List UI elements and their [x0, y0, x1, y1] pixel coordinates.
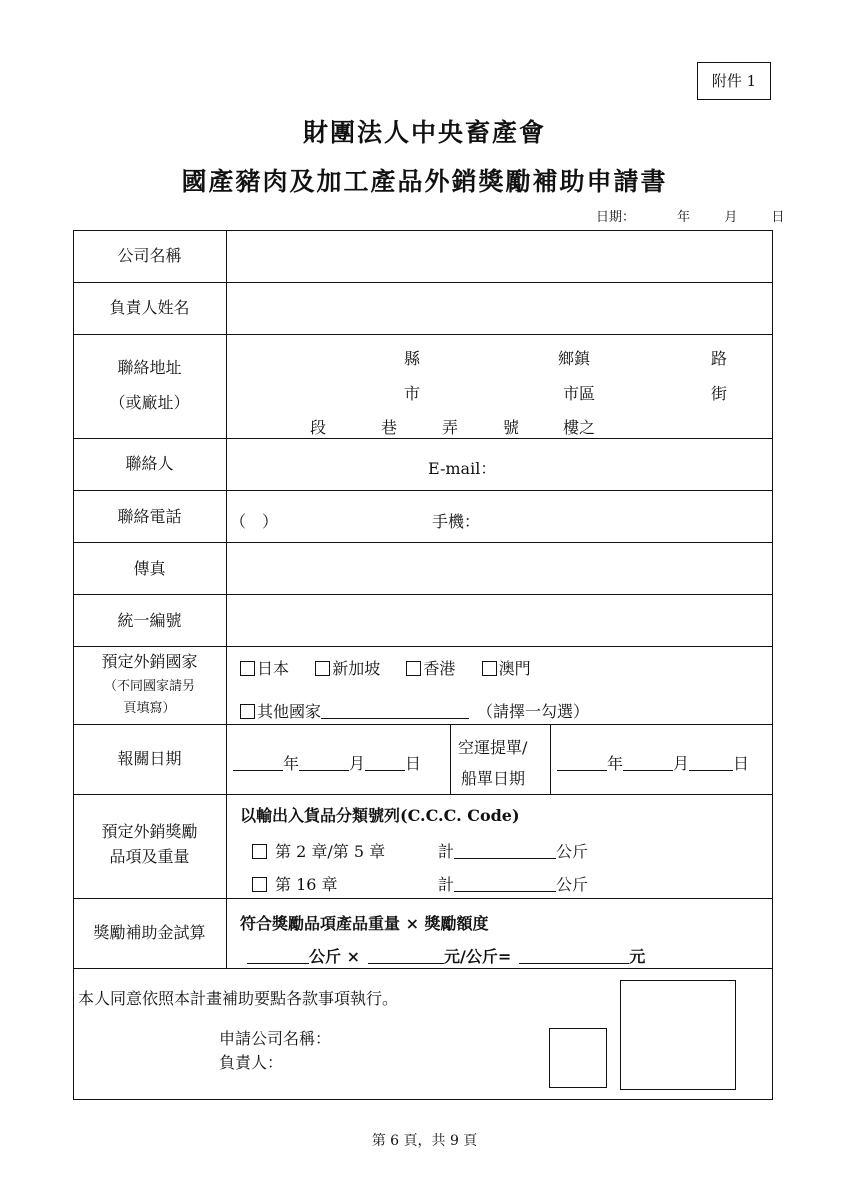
export-country-note-2: 頁填寫） [123, 701, 176, 716]
contact-person-label: 聯絡人 [125, 454, 174, 473]
export-country-note-1: （不同國家請另 [103, 679, 195, 694]
customs-month-unit: 月 [349, 754, 366, 773]
attachment-label: 附件 1 [697, 62, 771, 100]
calc-label: 計 [438, 842, 455, 861]
address-number: 號 [503, 418, 520, 437]
bill-day-blank[interactable] [689, 754, 733, 771]
yuan-unit: 元 [629, 947, 646, 966]
customs-year-unit: 年 [283, 754, 300, 773]
customs-date-row [233, 751, 421, 774]
customs-month-blank[interactable] [299, 754, 349, 771]
singapore-checkbox[interactable] [315, 661, 330, 676]
page-number: 第 6 頁，共 9 頁 [371, 1133, 478, 1149]
bill-month-blank[interactable] [623, 754, 673, 771]
address-street: 街 [711, 384, 728, 403]
bill-year-unit: 年 [607, 754, 624, 773]
kg-unit: 公斤 [556, 842, 589, 861]
export-country-label: 預定外銷國家 [101, 652, 198, 671]
applicant-company-label: 申請公司名稱： [219, 1029, 332, 1048]
bill-year-blank[interactable] [557, 754, 607, 771]
product-label-1: 預定外銷獎勵 [101, 822, 198, 841]
company-seal-box[interactable] [620, 980, 736, 1090]
customs-day-blank[interactable] [365, 754, 405, 771]
customs-day-unit: 日 [405, 754, 422, 773]
date-day: 日 [771, 210, 785, 225]
chapter-2-5-label: 第 2 章/第 5 章 [275, 842, 386, 861]
chapter-16-weight-blank[interactable] [454, 875, 556, 892]
calculation-heading: 符合獎勵品項產品重量 × 獎勵額度 [240, 914, 489, 933]
choose-one-note: （請擇一勾選） [477, 702, 590, 721]
chapter-16-row [252, 872, 338, 895]
hongkong-checkbox[interactable] [406, 661, 421, 676]
macau-label: 澳門 [498, 659, 531, 678]
chapter-2-5-checkbox[interactable] [252, 844, 267, 859]
date-year: 年 [677, 210, 691, 225]
date-line [596, 206, 784, 225]
chapter-2-5-weight [438, 839, 588, 862]
bill-date-row [557, 751, 749, 774]
owner-name-label: 負責人姓名 [109, 298, 190, 317]
tax-id-label: 統一編號 [117, 611, 182, 630]
address-section: 段 [310, 418, 327, 437]
date-label: 日期： [596, 210, 636, 225]
amount-label: 獎勵補助金試算 [93, 923, 206, 942]
product-label-2: 品項及重量 [109, 847, 190, 866]
company-name-label: 公司名稱 [117, 246, 182, 265]
fax-label: 傳真 [133, 559, 166, 578]
chapter-2-5-row [252, 839, 385, 862]
chapter-16-checkbox[interactable] [252, 877, 267, 892]
email-label: E-mail： [428, 459, 497, 478]
macau-checkbox[interactable] [482, 661, 497, 676]
rate-blank[interactable] [368, 947, 444, 964]
singapore-label: 新加坡 [332, 659, 381, 678]
address-city: 市 [404, 384, 421, 403]
chapter-16-weight [438, 872, 588, 895]
country-options-row [240, 656, 531, 679]
other-country-checkbox[interactable] [240, 704, 255, 719]
hongkong-label: 香港 [423, 659, 456, 678]
chapter-16-label: 第 16 章 [275, 875, 338, 894]
owner-name-field[interactable] [228, 284, 771, 333]
owner-label: 負責人： [219, 1053, 284, 1072]
address-lane: 巷 [381, 418, 398, 437]
address-county: 縣 [404, 349, 421, 368]
organization-name: 財團法人中央畜產會 [302, 118, 546, 147]
phone-area-code: （ ） [230, 512, 279, 531]
japan-label: 日本 [257, 659, 290, 678]
product-heading: 以輸出入貨品分類號列(C.C.C. Code) [240, 806, 520, 825]
other-country-row [240, 699, 589, 722]
other-country-blank[interactable] [321, 702, 469, 719]
bill-label-1: 空運提單/ [458, 738, 528, 757]
weight-blank[interactable] [247, 947, 309, 964]
other-country-label: 其他國家 [257, 702, 322, 721]
address-label: 聯絡地址 [117, 358, 182, 377]
kg-unit: 公斤 [556, 875, 589, 894]
form-title: 國產豬肉及加工產品外銷獎勵補助申請書 [181, 167, 668, 196]
company-name-field[interactable] [228, 232, 771, 281]
address-district: 市區 [563, 384, 596, 403]
total-blank[interactable] [519, 947, 629, 964]
address-floor: 樓之 [563, 418, 596, 437]
address-road: 路 [711, 349, 728, 368]
yuan-per-kg: 元/公斤= [443, 947, 512, 966]
owner-seal-box[interactable] [549, 1028, 607, 1088]
address-township: 鄉鎮 [558, 349, 591, 368]
bill-day-unit: 日 [733, 754, 750, 773]
customs-year-blank[interactable] [233, 754, 283, 771]
calculation-formula [247, 944, 645, 967]
japan-checkbox[interactable] [240, 661, 255, 676]
bill-label-2: 船單日期 [461, 769, 526, 788]
customs-date-label: 報關日期 [117, 749, 182, 768]
date-month: 月 [724, 210, 738, 225]
kg-times: 公斤 × [309, 947, 360, 966]
address-sublabel: （或廠址） [109, 393, 190, 412]
mobile-label: 手機： [432, 512, 481, 531]
calc-label: 計 [438, 875, 455, 894]
address-alley: 弄 [442, 418, 459, 437]
chapter-2-5-weight-blank[interactable] [454, 842, 556, 859]
bill-month-unit: 月 [673, 754, 690, 773]
consent-statement: 本人同意依照本計畫補助要點各款事項執行。 [78, 989, 399, 1008]
phone-label: 聯絡電話 [117, 507, 182, 526]
